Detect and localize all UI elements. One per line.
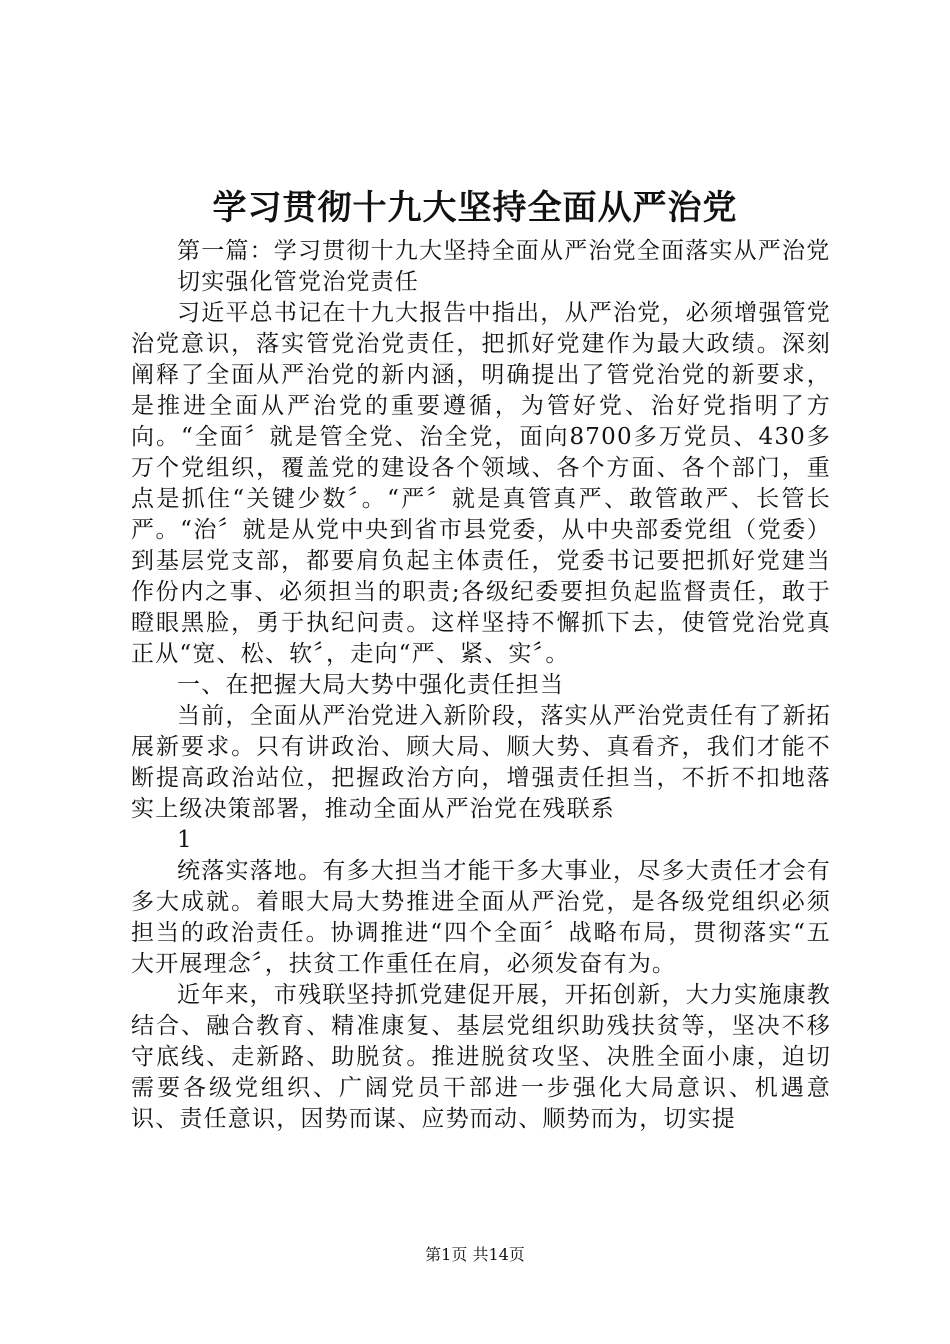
paragraph-heading-one: 一、在把握大局大势中强化责任担当 <box>177 672 565 698</box>
document-title: 学习贯彻十九大坚持全面从严治党 <box>212 188 738 228</box>
paragraph-current: 当前，全面从严治党进入新阶段，落实从严治党责任有了新拓展新要求。只有讲政治、顾大局、顺大势、真看齐，我们才能不断提高政治站位，把握政治方向，增强责任担当，不折不扣地落实上级决策部署，推动全面从严治党在残联系 <box>131 703 831 822</box>
paragraph-subheading: 切实强化管党治党责任 <box>177 269 419 295</box>
paragraph-page-number: 1 <box>177 827 193 853</box>
paragraph-intro: 习近平总书记在十九大报告中指出，从严治党，必须增强管党治党意识，落实管党治党责任，把抓好党建作为最大政绩。深刻阐释了全面从严治党的新内涵，明确提出了管党治党的新要求，是推进全面从严治党的重要遵循，为管好党、治好党指明了方向。“全面〞就是管全党、治全党，面向8700多万党员、430多万个党组织，覆盖党的建设各个领域、各个方面、各个部门，重点是抓住“关键少数〞。“严〞就是真管真严、敢管敢严、长管长严。“治〞就是从党中央到省市县党委，从中央部委党组（党委）到基层党支部，都要肩负起主体责任，党委书记要把抓好党建当作份内之事、必须担当的职责;各级纪委要担负起监督责任，敢于瞪眼黑脸，勇于执纪问责。这样坚持不懈抓下去，使管党治党真正从“宽、松、软〞，走向“严、紧、实〞。 <box>131 300 831 667</box>
paragraph-section-heading: 第一篇：学习贯彻十九大坚持全面从严治党全面落实从严治党 <box>177 238 831 264</box>
document-body <box>131 236 831 1135</box>
page-footer: 第1页 共14页 <box>425 1245 525 1264</box>
paragraph-continuation: 统落实落地。有多大担当才能干多大事业，尽多大责任才会有多大成就。着眼大局大势推进全面从严治党，是各级党组织必须担当的政治责任。协调推进“四个全面〞战略布局，贯彻落实“五大开展理念〞，扶贫工作重任在肩，必须发奋有为。 <box>131 858 831 977</box>
paragraph-recent-years: 近年来，市残联坚持抓党建促开展，开拓创新，大力实施康教结合、融合教育、精准康复、基层党组织助残扶贫等，坚决不移守底线、走新路、助脱贫。推进脱贫攻坚、决胜全面小康，迫切需要各级党组织、广阔党员干部进一步强化大局意识、机遇意识、责任意识，因势而谋、应势而动、顺势而为，切实提 <box>131 982 831 1132</box>
